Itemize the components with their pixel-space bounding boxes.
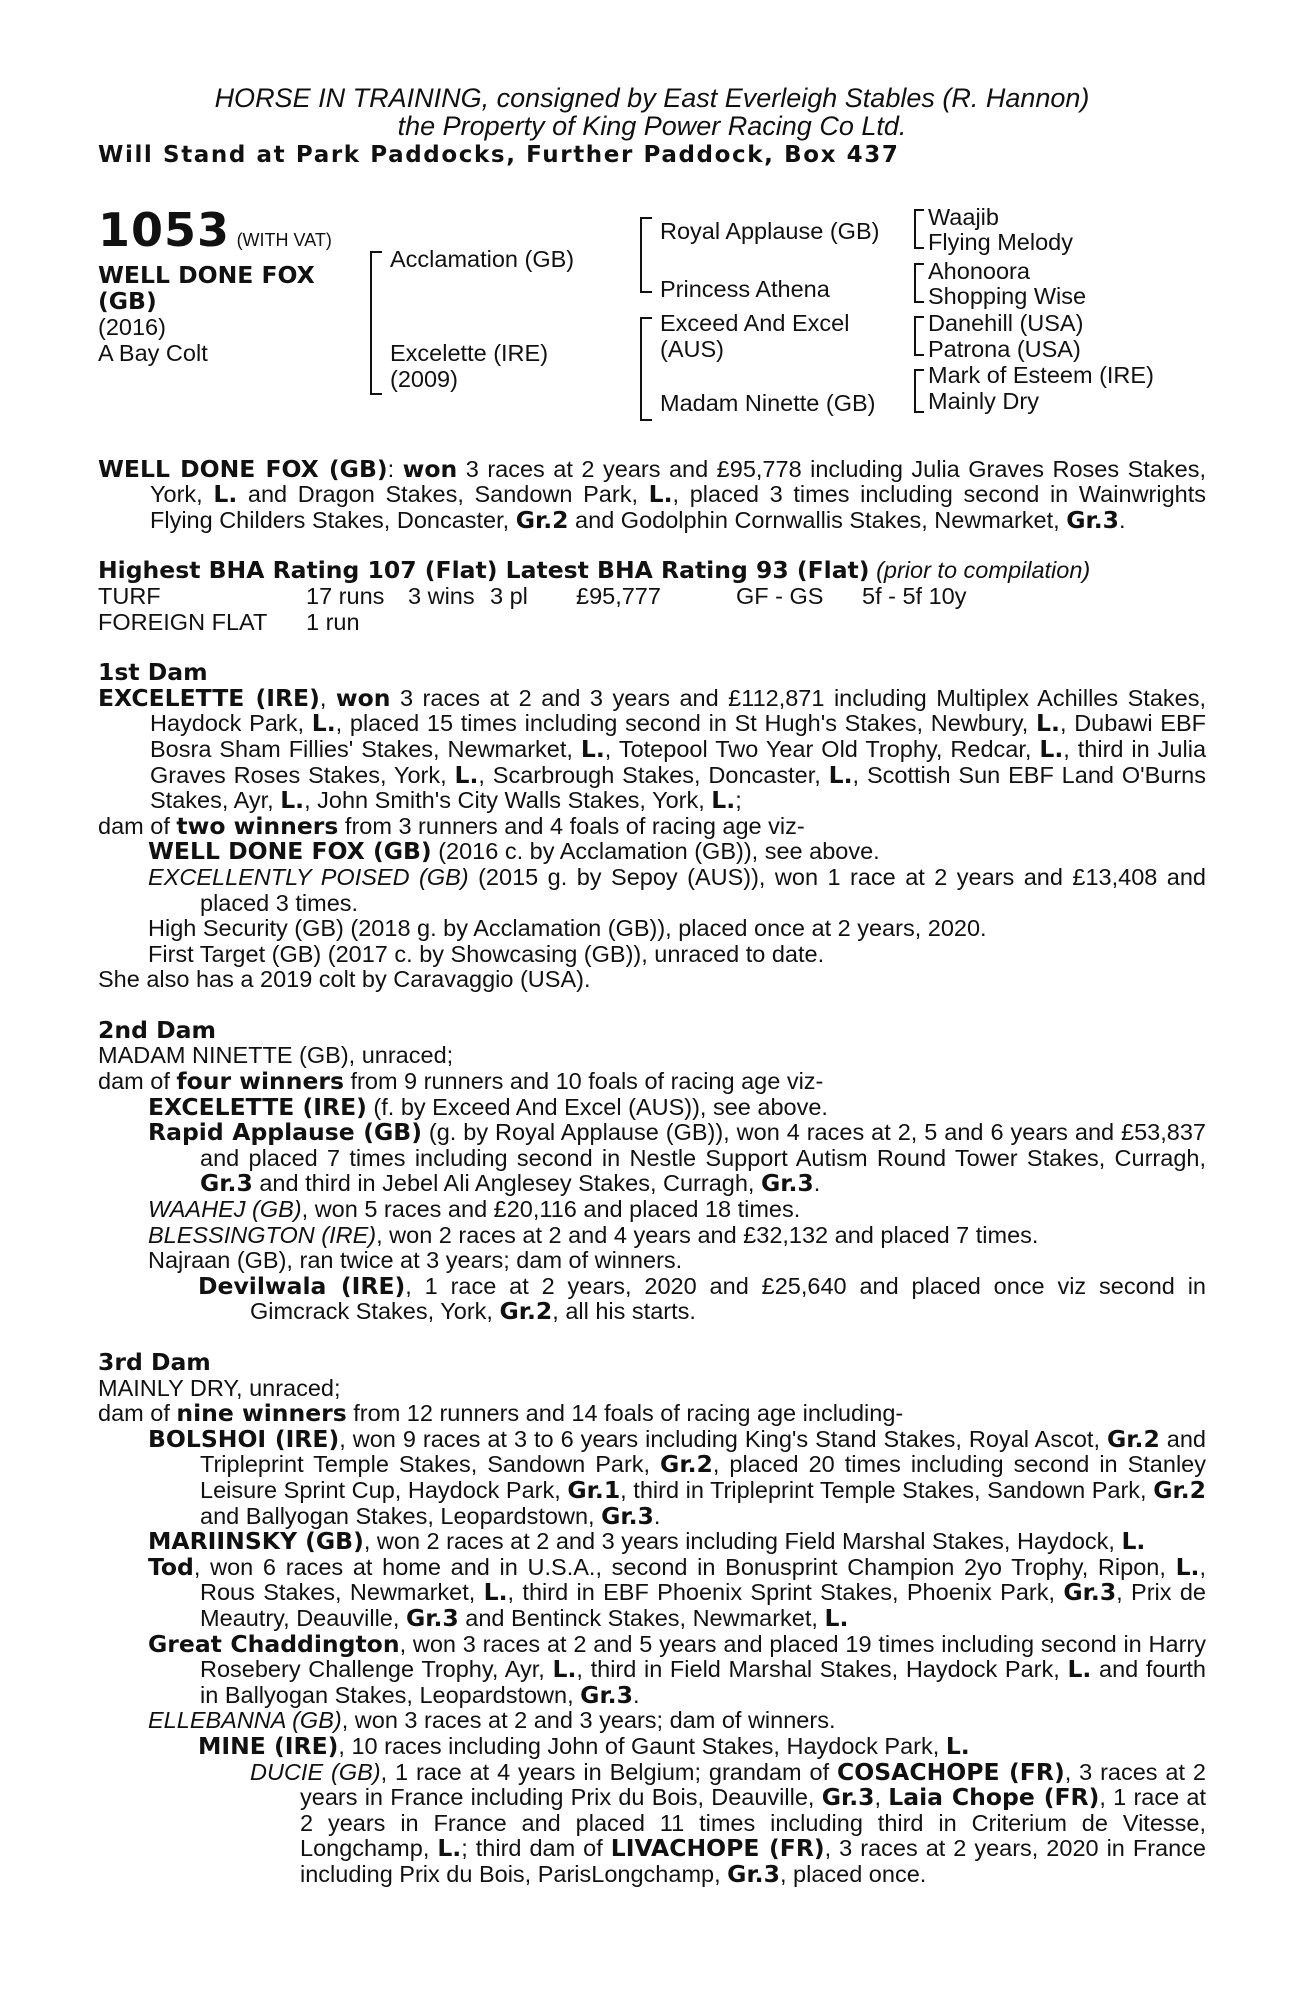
produce-entry — [98, 865, 1206, 916]
produce-entry — [98, 1223, 1206, 1249]
turf-record — [98, 584, 1206, 610]
dam-sire-line2: (AUS) — [660, 335, 724, 362]
produce-name: DUCIE (GB) — [250, 1758, 381, 1785]
dam-text: dam of — [98, 812, 177, 839]
produce-entry — [98, 1092, 1206, 1121]
horse-name: WELL DONE FOX (GB) — [98, 454, 388, 483]
produce-text: , third in Tripleprint Temple Stakes, Sandown Park, — [620, 1476, 1154, 1503]
dd-sire: Mark of Esteem (IRE) — [928, 361, 1154, 388]
dam-text: , Totepool Two Year Old Trophy, Redcar, — [604, 735, 1040, 762]
horse-name-line1: WELL DONE FOX — [98, 260, 315, 289]
owner-line: the Property of King Power Racing Co Ltd. — [397, 111, 907, 141]
sd-dam: Shopping Wise — [928, 282, 1087, 309]
produce-text: , won 3 races at 2 and 5 years and placed 19 times including second in Harry Rosebery Challenge Trophy, Ayr, — [200, 1630, 1206, 1683]
produce-name: Rapid Applause (GB) — [148, 1118, 422, 1147]
produce-text: , third in Field Marshal Stakes, Haydock Park, — [576, 1656, 1068, 1683]
ss-sire: Waajib — [928, 203, 999, 230]
produce-name: BOLSHOI (IRE) — [148, 1424, 340, 1453]
group-mark: Gr.2 — [1153, 1475, 1206, 1504]
listed-mark: L. — [311, 709, 336, 738]
dam-text: from 9 runners and 10 foals of racing age viz- — [344, 1068, 824, 1095]
group-mark: Gr.2 — [515, 505, 569, 534]
group-mark: Gr.2 — [499, 1297, 553, 1326]
vat-note: (WITH VAT) — [236, 229, 332, 250]
listed-mark: L. — [1036, 709, 1060, 738]
second-dam-produce-summary — [98, 1069, 1206, 1095]
produce-text: , won 2 races at 2 and 3 years including Field Marshal Stakes, Haydock, — [363, 1528, 1122, 1555]
produce-text: and third in Jebel Ali Anglesey Stakes, Curragh, — [252, 1170, 761, 1197]
sire-line-brace — [640, 217, 652, 293]
produce-text: (f. by Exceed And Excel (AUS)), see above. — [366, 1093, 828, 1120]
produce-entry — [98, 1197, 1206, 1223]
turf-placed: 3 pl — [490, 582, 528, 609]
group-mark: Gr.3 — [580, 1680, 633, 1709]
listed-mark: L. — [945, 1731, 970, 1760]
dam-name: EXCELETTE (IRE) — [98, 683, 320, 712]
produce-name: MINE (IRE) — [198, 1731, 339, 1760]
rating-text: Highest BHA Rating 107 (Flat) Latest BHA Rating 93 (Flat) — [98, 556, 870, 585]
produce-text: , 1 race at 4 years in Belgium; grandam of — [380, 1758, 838, 1785]
dam-dam: Madam Ninette (GB) — [660, 389, 876, 416]
dam-text: from 12 runners and 14 foals of racing age including- — [346, 1400, 904, 1427]
listed-mark: L. — [1067, 1655, 1092, 1684]
produce-text: , won 6 races at home and in U.S.A., second in Bonusprint Champion 2yo Trophy, Ripon, — [193, 1553, 1176, 1580]
produce-entry — [98, 1271, 1206, 1326]
dam-text: from 3 runners and 4 foals of racing age viz- — [338, 812, 805, 839]
rating-line — [98, 558, 1206, 584]
produce-text: . — [653, 1502, 661, 1529]
produce-name: WAAHEJ (GB) — [148, 1196, 302, 1223]
produce-name: ELLEBANNA (GB) — [148, 1707, 342, 1734]
produce-entry — [98, 1552, 1207, 1632]
foreign-runs: 1 run — [306, 608, 360, 635]
produce-name: COSACHOPE (FR) — [837, 1757, 1065, 1786]
listed-mark: L. — [280, 786, 305, 815]
sd-brace — [914, 263, 924, 303]
produce-text: (2015 g. by Sepoy (AUS)), won 1 race at 2 years and £13,408 and placed 3 times. — [200, 863, 1207, 916]
second-dam-heading: 2nd Dam — [98, 1015, 216, 1044]
produce-text: , Rous Stakes, Newmarket, — [200, 1553, 1206, 1606]
winners-count: four winners — [176, 1067, 344, 1096]
dam-text: , placed 15 times including second in St Hugh's Stakes, Newbury, — [335, 710, 1037, 737]
produce-name: EXCELLENTLY POISED (GB) — [148, 863, 469, 890]
won-label: won — [402, 454, 458, 483]
produce-text: and Tripleprint Temple Stakes, Sandown Park, — [200, 1425, 1206, 1478]
produce-text: and Ballyogan Stakes, Leopardstown, — [200, 1502, 602, 1529]
produce-name: BLESSINGTON (IRE) — [148, 1221, 377, 1248]
foaling-year: (2016) — [98, 313, 166, 340]
sire: Acclamation (GB) — [390, 245, 575, 272]
summary-text: 3 races at 2 years and £95,778 including Julia Graves Roses Stakes, York, — [150, 455, 1206, 508]
produce-text: . — [813, 1170, 821, 1197]
turf-going: GF - GS — [736, 582, 824, 609]
third-dam-produce-summary — [98, 1401, 1206, 1427]
produce-entry — [98, 1529, 1206, 1555]
won-label: won — [335, 683, 391, 712]
produce-text: , won 9 races at 3 to 6 years including King's Stand Stakes, Royal Ascot, — [339, 1425, 1107, 1452]
produce-name: MARIINSKY (GB) — [148, 1527, 364, 1556]
ds-sire: Danehill (USA) — [928, 309, 1084, 336]
produce-text: , 10 races including John of Gaunt Stakes, Haydock Park, — [338, 1732, 946, 1759]
foreign-label: FOREIGN FLAT — [98, 608, 268, 635]
race-summary: WELL DONE FOX (GB): won 3 races at 2 years and £95,778 including Julia Graves Roses Stakes, York, L. and Dragon Stakes, Sandown Park, L., placed 3 times including second in Wainwrights Flying Childers Stakes, Doncaster, Gr.2 and Godolphin Cornwallis Stakes, Newmarket, Gr.3. — [98, 454, 1206, 534]
group-mark: Gr.3 — [1066, 505, 1119, 534]
listed-mark: L. — [454, 760, 479, 789]
lot-number: 1053 — [98, 202, 231, 257]
third-dam-name: MAINLY DRY, unraced; — [98, 1374, 341, 1401]
third-dam-heading: 3rd Dam — [98, 1348, 211, 1376]
produce-entry — [98, 1629, 1206, 1709]
group-mark: Gr.2 — [660, 1450, 713, 1479]
turf-distance: 5f - 5f 10y — [862, 582, 967, 609]
produce-entry — [98, 1424, 1206, 1530]
listed-mark: L. — [648, 480, 673, 509]
produce-text: ; third dam of — [461, 1835, 611, 1862]
listed-mark: L. — [711, 786, 736, 815]
produce-name: WELL DONE FOX (GB) — [148, 837, 432, 866]
produce-entry — [98, 1731, 1206, 1760]
dam-line-brace — [640, 317, 652, 421]
group-mark: Gr.3 — [200, 1169, 253, 1198]
produce-text: , all his starts. — [552, 1298, 696, 1325]
ds-dam: Patrona (USA) — [928, 335, 1081, 362]
produce-text: , 1 race at 2 years, 2020 and £25,640 and placed once viz second in Gimcrack Stakes, York, — [250, 1272, 1206, 1325]
dam-text: , Dubawi EBF Bosra Sham Fillies' Stakes, Newmarket, — [150, 710, 1206, 762]
turf-money: £95,777 — [576, 582, 661, 609]
produce-text: , 3 races at 2 years, 2020 in France including Prix du Bois, ParisLongchamp, — [300, 1835, 1206, 1887]
dam-text: dam of — [98, 1400, 177, 1427]
dam-line1: Excelette (IRE) — [390, 339, 549, 366]
produce-entry — [98, 1120, 1206, 1197]
summary-text: and Dragon Stakes, Sandown Park, — [237, 481, 649, 508]
produce-entry: Najraan (GB), ran twice at 3 years; dam of winners. — [148, 1247, 683, 1274]
turf-wins: 3 wins — [408, 582, 475, 609]
listed-mark: L. — [824, 1603, 849, 1632]
dam-text: , third in Julia Graves Roses Stakes, York, — [150, 735, 1207, 788]
produce-entry: High Security (GB) (2018 g. by Acclamation (GB)), placed once at 2 years, 2020. — [148, 915, 987, 942]
ss-brace — [914, 209, 924, 249]
listed-mark: L. — [1175, 1552, 1200, 1581]
produce-entry: First Target (GB) (2017 c. by Showcasing (GB)), unraced to date. — [148, 940, 825, 967]
produce-text: and fourth in Ballyogan Stakes, Leopardstown, — [200, 1656, 1206, 1708]
produce-name: LIVACHOPE (FR) — [610, 1834, 825, 1863]
dam-text: ; — [735, 787, 742, 814]
produce-name: Laia Chope (FR) — [888, 1783, 1100, 1812]
produce-name: EXCELETTE (IRE) — [148, 1092, 367, 1121]
listed-mark: L. — [213, 480, 238, 509]
group-mark: Gr.3 — [760, 1169, 814, 1198]
sire-dam: Princess Athena — [660, 275, 830, 302]
listed-mark: L. — [580, 734, 605, 763]
lot-number-row — [98, 202, 332, 257]
produce-text: , won 2 races at 2 and 4 years and £32,132 and placed 7 times. — [376, 1221, 1039, 1248]
dam-text: , John Smith's City Walls Stakes, York, — [304, 787, 712, 814]
turf-runs: 17 runs — [306, 582, 385, 609]
produce-text: , won 3 races at 2 and 3 years; dam of winners. — [341, 1707, 836, 1734]
produce-text: (g. by Royal Applause (GB)), won 4 races at 2, 5 and 6 years and £53,837 and placed 7 times including second in Nestle Support Autism Round Tower Stakes, Curragh, — [200, 1119, 1206, 1171]
first-dam-note: She also has a 2019 colt by Caravaggio (USA). — [98, 966, 591, 993]
group-mark: Gr.3 — [601, 1501, 654, 1530]
produce-name: Tod — [148, 1552, 194, 1581]
produce-text: (2016 c. by Acclamation (GB)), see above. — [431, 838, 880, 865]
produce-name: Great Chaddington — [148, 1629, 400, 1658]
produce-entry — [98, 839, 1206, 865]
group-mark: Gr.2 — [1106, 1424, 1160, 1453]
dam-text: , Scarbrough Stakes, Doncaster, — [478, 761, 829, 788]
produce-text: , 1 race at 2 years in France and placed 11 times including third in Criterium de Vitesse, Longchamp, — [300, 1784, 1206, 1862]
summary-text: and Godolphin Cornwallis Stakes, Newmarket, — [568, 506, 1067, 533]
listed-mark: L. — [828, 760, 853, 789]
first-dam-produce-summary — [98, 811, 1206, 840]
pedigree-table — [98, 202, 1206, 435]
listed-mark: L. — [483, 1578, 508, 1607]
winners-count: two winners — [176, 811, 339, 840]
first-dam-record: EXCELETTE (IRE), won 3 races at 2 and 3 years and £112,871 including Multiplex Achilles Stakes, Haydock Park, L., placed 15 times including second in St Hugh's Stakes, Newbury, L., Dubawi EBF Bosra Sham Fillies' Stakes, Newmarket, L., Totepool Two Year Old Trophy, Redcar, L., third in Julia Graves Roses Stakes, York, L., Scarbrough Stakes, Doncaster, L., Scottish Sun EBF Land O'Burns Stakes, Ayr, L., John Smith's City Walls Stakes, York, L.; — [98, 683, 1207, 815]
sd-sire: Ahonoora — [928, 257, 1030, 284]
summary-text: , placed 3 times including second in Wainwrights Flying Childers Stakes, Doncaster, — [150, 481, 1206, 533]
produce-text: , placed 20 times including second in Stanley Leisure Sprint Cup, Haydock Park, — [200, 1451, 1206, 1503]
produce-text: , — [874, 1784, 889, 1811]
catalogue-page — [98, 84, 1206, 1887]
sire-dam-brace — [370, 251, 382, 395]
summary-text: . — [1119, 506, 1126, 533]
dam-sire-line1: Exceed And Excel — [660, 309, 850, 336]
produce-text: , placed once. — [779, 1860, 927, 1887]
first-dam-heading: 1st Dam — [98, 658, 208, 687]
produce-name: Devilwala (IRE) — [198, 1271, 406, 1300]
group-mark: Gr.3 — [821, 1783, 875, 1812]
foreign-record — [98, 610, 1206, 636]
dam-text: , Scottish Sun EBF Land O'Burns Stakes, Ayr, — [150, 761, 1206, 814]
produce-text: and Bentinck Stakes, Newmarket, — [458, 1604, 825, 1631]
winners-count: nine winners — [176, 1399, 347, 1428]
produce-text: , 3 races at 2 years in France including Prix du Bois, Deauville, — [300, 1758, 1206, 1811]
dam-line2: (2009) — [390, 365, 458, 392]
group-mark: Gr.3 — [1063, 1578, 1117, 1607]
produce-text: , Prix de Meautry, Deauville, — [200, 1579, 1207, 1631]
ds-brace — [914, 316, 924, 356]
produce-text: , won 5 races and £20,116 and placed 18 times. — [301, 1196, 801, 1223]
horse-sex: A Bay Colt — [98, 339, 208, 366]
ss-dam: Flying Melody — [928, 228, 1073, 255]
rating-note: (prior to compilation) — [876, 557, 1091, 584]
consignor-line: HORSE IN TRAINING, consigned by East Everleigh Stables (R. Hannon) — [214, 83, 1090, 113]
horse-name-line2: (GB) — [98, 286, 157, 315]
produce-text: . — [632, 1681, 640, 1708]
dam-text: 3 races at 2 and 3 years and £112,871 including Multiplex Achilles Stakes, Haydock Park, — [150, 684, 1207, 737]
second-dam-name: MADAM NINETTE (GB), unraced; — [98, 1042, 454, 1069]
listed-mark: L. — [552, 1655, 577, 1684]
dd-dam: Mainly Dry — [928, 387, 1039, 414]
produce-text: , third in EBF Phoenix Sprint Stakes, Phoenix Park, — [507, 1579, 1064, 1606]
group-mark: Gr.3 — [727, 1859, 780, 1888]
turf-label: TURF — [98, 582, 161, 609]
dam-text: dam of — [98, 1068, 177, 1095]
listed-mark: L. — [1039, 734, 1064, 763]
listed-mark: L. — [437, 1834, 462, 1863]
produce-entry — [98, 1708, 1206, 1734]
dd-brace — [914, 369, 924, 413]
group-mark: Gr.1 — [567, 1475, 621, 1504]
location-line: Will Stand at Park Paddocks, Further Paddock, Box 437 — [98, 142, 900, 168]
listed-mark: L. — [1121, 1527, 1146, 1556]
sire-sire: Royal Applause (GB) — [660, 217, 880, 244]
produce-entry — [98, 1757, 1206, 1888]
group-mark: Gr.3 — [405, 1603, 459, 1632]
